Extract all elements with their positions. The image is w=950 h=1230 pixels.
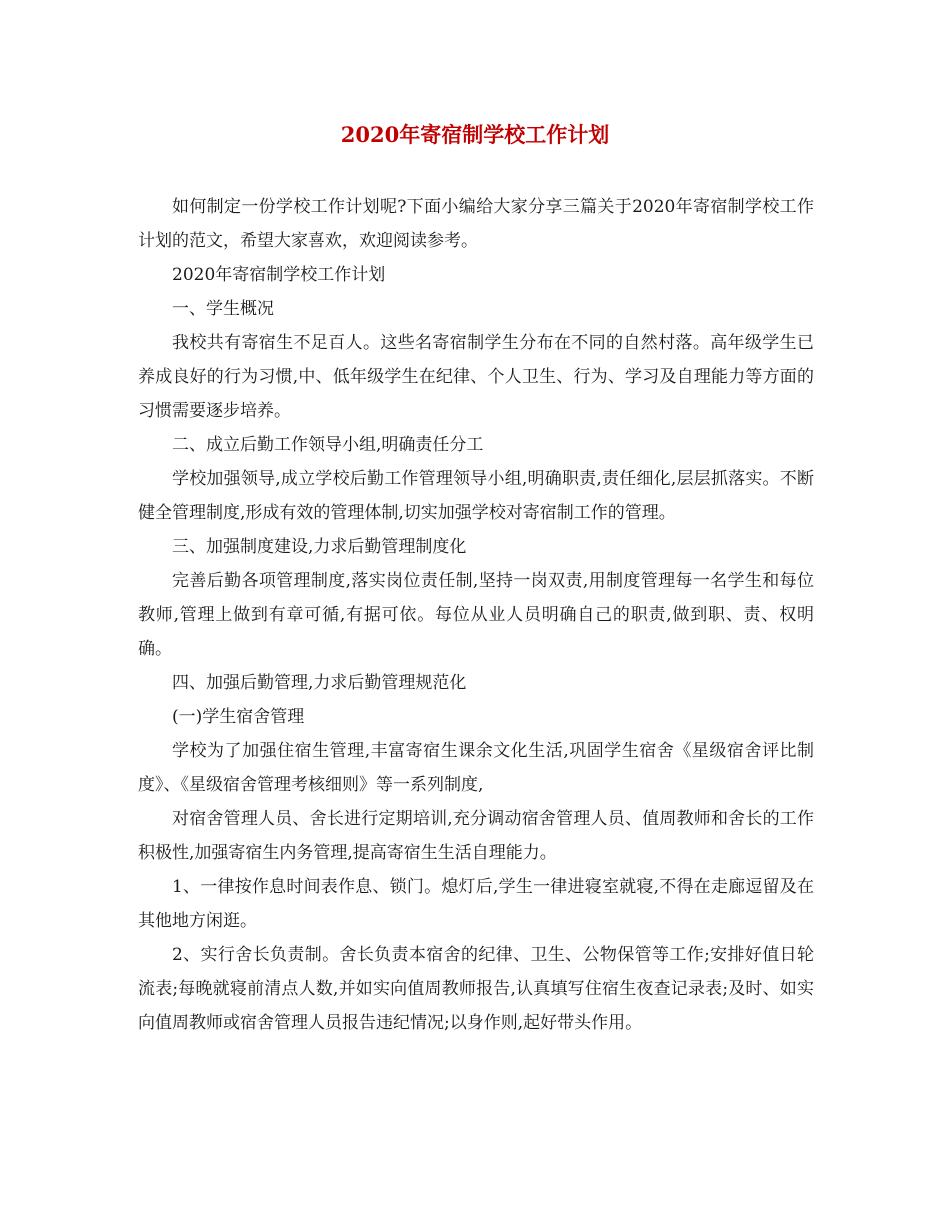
subsection-heading: (一)学生宿舍管理 xyxy=(172,707,305,727)
numbered-item-2: 2、实行舍长负责制。舍长负责本宿舍的纪律、卫生、公物保管等工作;安排好值日轮流表;每晚就寝前清点人数,并如实向值周教师报告,认真填写住宿生夜查记录表;及时、如实向值周教师或宿舍管理人员报告违纪情况;以身作则,起好带头作用。 xyxy=(138,945,814,1033)
section-heading-3: 三、加强制度建设,力求后勤管理制度化 xyxy=(172,537,467,557)
body-paragraph: 我校共有寄宿生不足百人。这些名寄宿制学生分布在不同的自然村落。高年级学生已养成良好的行为习惯,中、低年级学生在纪律、个人卫生、行为、学习及自理能力等方面的习惯需要逐步培养。 xyxy=(138,333,814,421)
body-paragraph: 完善后勤各项管理制度,落实岗位责任制,坚持一岗双责,用制度管理每一名学生和每位教师,管理上做到有章可循,有据可依。每位从业人员明确自己的职责,做到职、责、权明确。 xyxy=(138,571,814,659)
body-paragraph: 学校为了加强住宿生管理,丰富寄宿生课余文化生活,巩固学生宿舍《星级宿舍评比制度》、《星级宿舍管理考核细则》等一系列制度, xyxy=(138,741,814,795)
body-paragraph: 对宿舍管理人员、舍长进行定期培训,充分调动宿舍管理人员、值周教师和舍长的工作积极性,加强寄宿生内务管理,提高寄宿生生活自理能力。 xyxy=(138,809,814,863)
numbered-item-1: 1、一律按作息时间表作息、锁门。熄灯后,学生一律进寝室就寝,不得在走廊逗留及在其他地方闲逛。 xyxy=(138,877,814,931)
subtitle-heading: 2020年寄宿制学校工作计划 xyxy=(172,265,386,285)
section-heading-2: 二、成立后勤工作领导小组,明确责任分工 xyxy=(172,435,484,455)
document-body xyxy=(138,190,814,1040)
document-title: 2020年寄宿制学校工作计划 xyxy=(340,122,610,147)
section-heading-4: 四、加强后勤管理,力求后勤管理规范化 xyxy=(172,673,467,693)
section-heading-1: 一、学生概况 xyxy=(172,299,274,319)
body-paragraph: 学校加强领导,成立学校后勤工作管理领导小组,明确职责,责任细化,层层抓落实。不断健全管理制度,形成有效的管理体制,切实加强学校对寄宿制工作的管理。 xyxy=(138,469,814,523)
intro-paragraph: 如何制定一份学校工作计划呢?下面小编给大家分享三篇关于2020年寄宿制学校工作计划的范文，希望大家喜欢，欢迎阅读参考。 xyxy=(138,197,814,251)
